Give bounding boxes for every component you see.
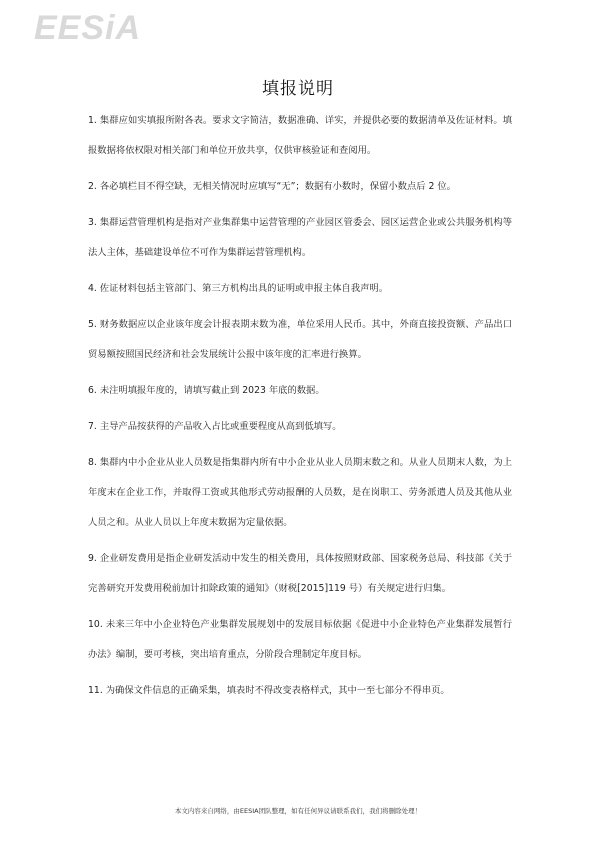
instruction-item-6: 6. 未注明填报年度的，请填写截止到 2023 年底的数据。 (88, 385, 325, 396)
instruction-item-9: 9. 企业研发费用是指企业研发活动中发生的相关费用，具体按照财政部、国家税务总局、科技部《关于完善研究开发费用税前加计扣除政策的通知》（财税[2015]119 号）有关规定进行归集。 (88, 553, 512, 594)
instructions-list (88, 106, 512, 712)
page-title: 填报说明 (262, 79, 334, 99)
instruction-item-3: 3. 集群运营管理机构是指对产业集群集中运营管理的产业园区管委会、园区运营企业或公共服务机构等法人主体，基础建设单位不可作为集群运营管理机构。 (88, 217, 512, 258)
instruction-item-7: 7. 主导产品按获得的产品收入占比或重要程度从高到低填写。 (88, 421, 342, 432)
instruction-item-4: 4. 佐证材料包括主管部门、第三方机构出具的证明或申报主体自我声明。 (88, 283, 389, 294)
instruction-item-10: 10. 未来三年中小企业特色产业集群发展规划中的发展目标依据《促进中小企业特色产业集群发展暂行办法》编制，要可考核，突出培育重点，分阶段合理制定年度目标。 (88, 619, 512, 660)
eesia-logo: EESiA (34, 9, 142, 47)
instruction-item-2: 2. 各必填栏目不得空缺，无相关情况时应填写“无”；数据有小数时，保留小数点后 2 位。 (88, 181, 456, 192)
instruction-item-1: 1. 集群应如实填报所附各表。要求文字简洁，数据准确、详实，并提供必要的数据清单及佐证材料。填报数据将依权限对相关部门和单位开放共享，仅供审核验证和查阅用。 (88, 115, 512, 156)
instruction-item-5: 5. 财务数据应以企业该年度会计报表期末数为准，单位采用人民币。其中，外商直接投资额、产品出口贸易额按照国民经济和社会发展统计公报中该年度的汇率进行换算。 (88, 319, 512, 360)
instruction-item-8: 8. 集群内中小企业从业人员数是指集群内所有中小企业从业人员期末数之和。从业人员期末人数，为上年度末在企业工作，并取得工资或其他形式劳动报酬的人员数，是在岗职工、劳务派遣人员及其他从业人员之和。从业人员以上年度末数据为定量依据。 (88, 457, 512, 528)
footer-notice: 本文内容来自网络，由EESIA团队整理，如有任何异议请联系我们，我们将删除处理！ (174, 807, 422, 815)
instruction-item-11: 11. 为确保文件信息的正确采集，填表时不得改变表格样式，其中一至七部分不得串页。 (88, 685, 450, 696)
